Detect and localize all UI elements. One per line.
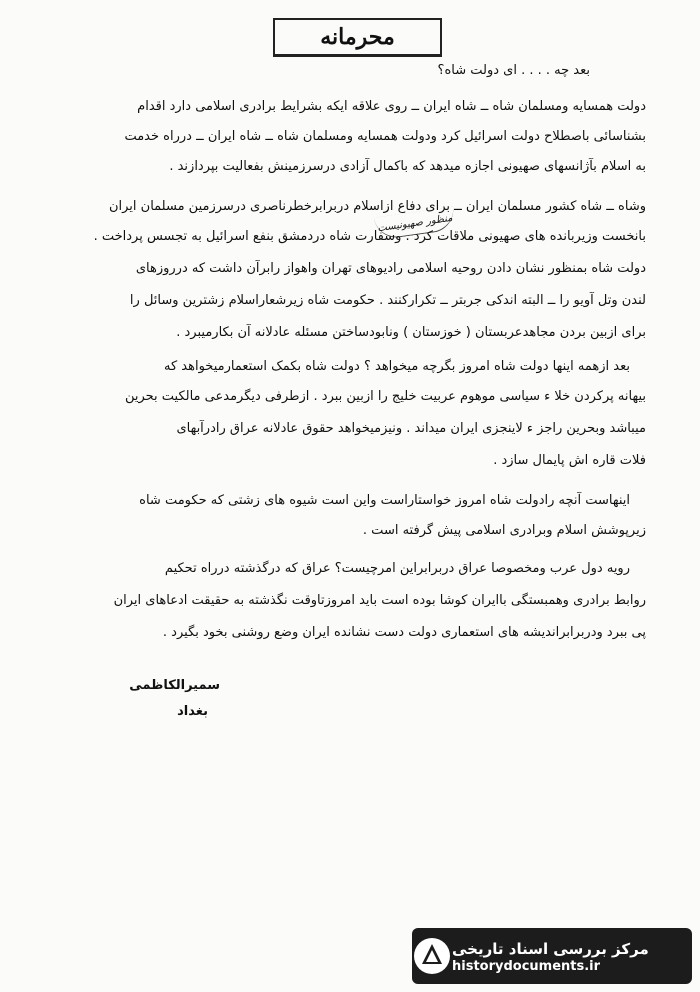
text-line-12: فلات قاره اش پایمال سازد . [493, 453, 646, 468]
text-line-17: پی ببرد ودربرابراندیشه های استعماری دولت دست نشانده ایران وضع روشنی بخود بگیرد . [162, 625, 646, 640]
text-line-15: رویه دول عرب ومخصوصا عراق دربرابراین امرچیست؟ عراق که درگذشته درراه تحکیم [164, 561, 630, 576]
watermark-persian: مرکز بررسی اسناد تاریخی [452, 939, 649, 958]
opening-line: بعد چه . . . . ای دولت شاه؟ [437, 63, 590, 78]
document-archive-logo-icon [412, 936, 452, 976]
signature-name: سمیرالکاظمی [129, 678, 220, 693]
document-title: محرمانه [273, 18, 442, 57]
handwritten-note: منظور صهیونیست [374, 207, 456, 241]
watermark [412, 928, 692, 984]
text-line-4: وشاه ــ شاه کشور مسلمان ایران ــ برای دفاع ازاسلام دربرابرخطرناصری درسرزمین مسلمان ایران [108, 199, 646, 214]
text-line-16: روابط برادری وهمبستگی باایران کوشا بوده است باید امروزتاوقت نگذشته به حقیقت ادعاهای ایران [113, 593, 646, 608]
text-line-8: برای ازبین بردن مجاهدعربستان ( خوزستان ) ونابودساختن مسئله عادلانه آن بکارمیبرد . [176, 325, 646, 340]
text-line-1: دولت همسایه ومسلمان شاه ــ شاه ایران ــ روی علاقه ایکه بشرایط برادری اسلامی دارد اقدام [137, 99, 646, 114]
text-line-10: بیهانه پرکردن خلا ء سیاسی موهوم عربیت خلیج را ازبین ببرد . ازطرفی دیگرمدعی مالکیت بحرین [124, 389, 646, 404]
text-line-6: دولت شاه بمنظور نشان دادن روحیه اسلامی رادیوهای تهران واهواز رابرآن داشت که درروزهای [135, 261, 646, 276]
text-line-7: لندن وتل آویو را ــ البته اندکی جربتر ــ تکرارکنند . حکومت شاه زیرشعاراسلام زشترین وسائل را [129, 293, 646, 308]
watermark-url: historydocuments.ir [452, 958, 601, 974]
text-line-3: به اسلام بآژانسهای صهیونی اجازه میدهد که باکمال آزادی درسرزمینش بفعالیت بپردازند . [169, 159, 646, 174]
text-line-9: بعد ازهمه اینها دولت شاه امروز بگرچه میخواهد ؟ دولت شاه بکمک استعمارمیخواهد که [164, 359, 630, 374]
text-line-5: بانخست وزیربانده های صهیونی ملاقات کرد . وسفارت شاه دردمشق بنفع اسرائیل به تجسس پرداخت . [93, 229, 646, 244]
signature-place: بغداد [177, 704, 208, 719]
text-line-13: اینهاست آنچه رادولت شاه امروز خواستاراست واین است شیوه های زشتی که حکومت شاه [139, 493, 630, 508]
watermark-text [452, 939, 649, 974]
text-line-11: میباشد وبحرین راجز ء لاینجزی ایران میداند . ونیزمیخواهد حقوق عادلانه عراق رادرآبهای [176, 421, 646, 436]
text-line-14: زیرپوشش اسلام وبرادری اسلامی پیش گرفته است . [362, 523, 646, 538]
text-line-2: بشناسائی باصطلاح دولت اسرائیل کرد ودولت همسایه ومسلمان شاه ــ شاه ایران ــ درراه خدمت [124, 129, 646, 144]
